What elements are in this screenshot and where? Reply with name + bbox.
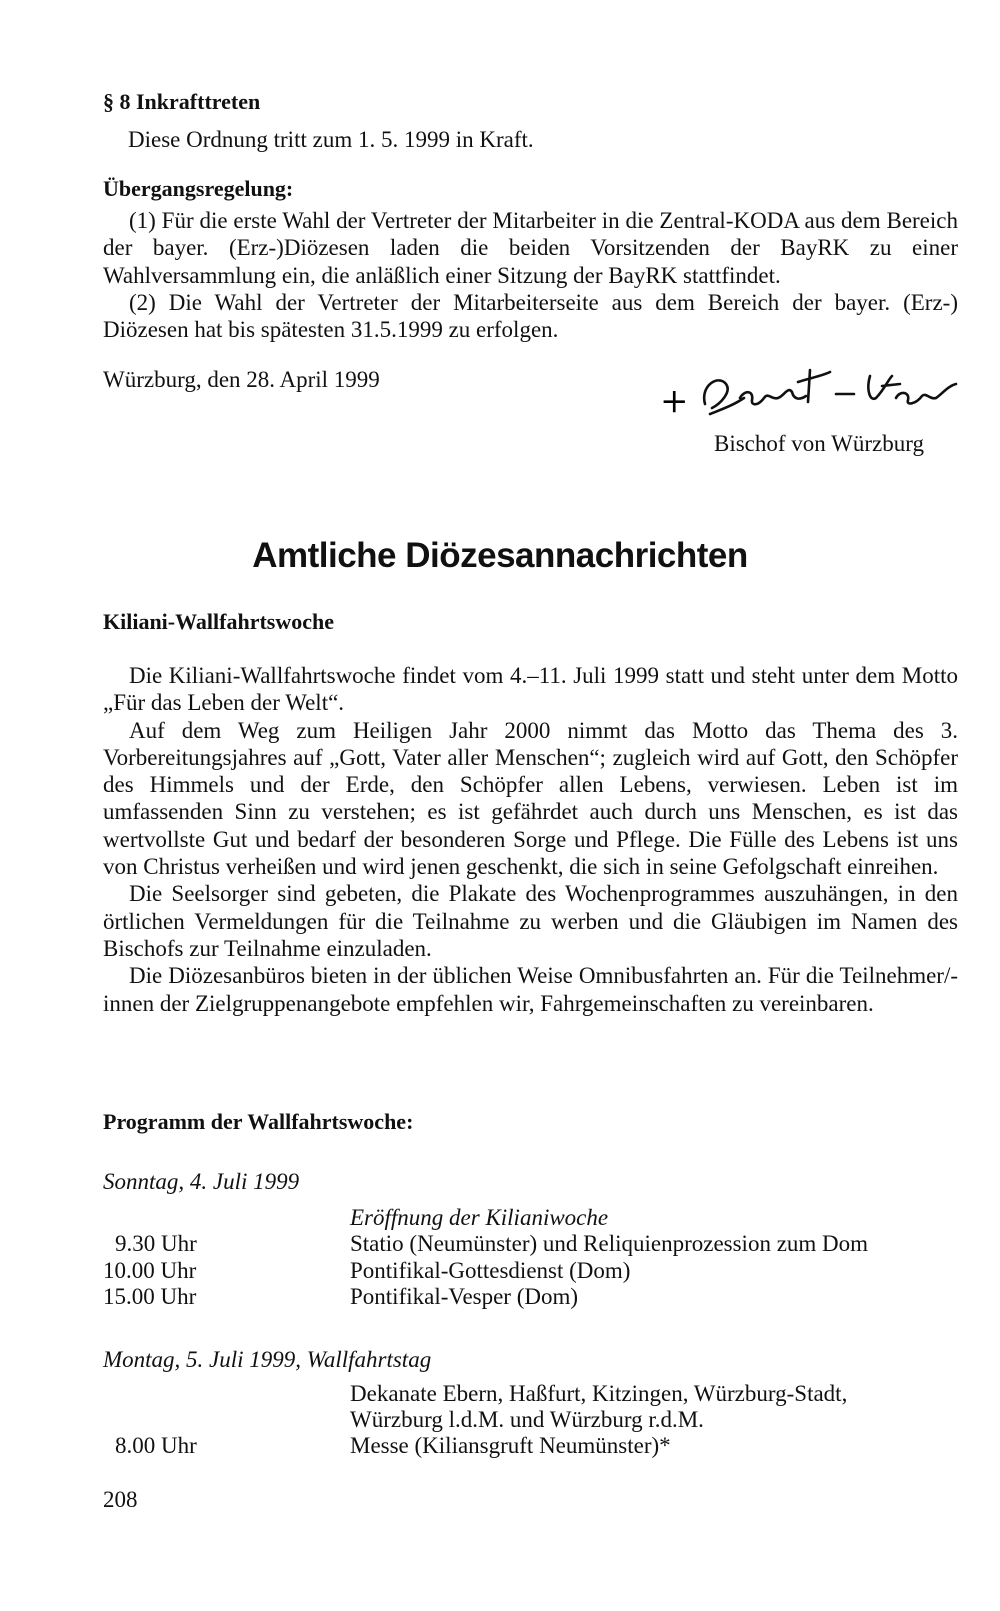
event-text: Pontifikal-Gottesdienst (Dom)	[350, 1258, 631, 1283]
transition-paragraph-1: (1) Für die erste Wahl der Vertreter der Mitarbeiter in die Zentral-KODA aus dem Bereich der bayer. (Erz-)Diözesen laden die beiden Vorsitzenden der BayRK zu einer Wahlversammlung ein, die anläßlich einer Sitzung der BayRK stattfindet.	[103, 208, 958, 288]
day-2-deaneries-line-2: Würzburg l.d.M. und Würzburg r.d.M.	[350, 1407, 704, 1432]
event-time: 8.00 Uhr	[115, 1433, 197, 1458]
event-text: Messe (Kiliansgruft Neumünster)*	[350, 1433, 671, 1458]
kiliani-paragraph: Auf dem Weg zum Heiligen Jahr 2000 nimmt das Motto das Thema des 3. Vorbereitungsjahres auf „Gott, Vater aller Menschen“; zugleich wird auf Gott, den Schöpfer des Himmels und der Erde, den Schöpfer allen Lebens, verwiesen. Leben ist im umfassenden Sinn zu verstehen; es ist gefährdet auch durch uns Menschen, es ist das wertvollste Gut und bedarf der besonderen Sorge und Pflege. Die Fülle des Lebens ist uns von Christus verheißen und wird jenen geschenkt, die sich in seine Gefolgschaft einreihen.	[103, 717, 958, 880]
kiliani-heading: Kiliani-Wallfahrtswoche	[103, 609, 334, 634]
program-heading: Programm der Wallfahrtswoche:	[103, 1109, 414, 1134]
kiliani-paragraph: Die Kiliani-Wallfahrtswoche findet vom 4.–11. Juli 1999 statt und steht unter dem Motto „Für das Leben der Welt“.	[103, 663, 958, 716]
day-2-date: Montag, 5. Juli 1999, Wallfahrtstag	[103, 1347, 432, 1372]
day-1-date: Sonntag, 4. Juli 1999	[103, 1169, 300, 1194]
day-1-subtitle: Eröffnung der Kilianiwoche	[350, 1205, 609, 1230]
section-8-text: Diese Ordnung tritt zum 1. 5. 1999 in Kraft.	[128, 127, 534, 152]
event-time: 9.30 Uhr	[115, 1231, 197, 1256]
page-number: 208	[103, 1487, 138, 1512]
kiliani-paragraph: Die Diözesanbüros bieten in der üblichen Weise Omnibusfahrten an. Für die Teilnehmer/-innen der Zielgruppenangebote empfehlen wir, Fahrgemeinschaften zu vereinbaren.	[103, 963, 958, 1016]
transition-paragraph-2: (2) Die Wahl der Vertreter der Mitarbeiterseite aus dem Bereich der bayer. (Erz-) Diözesen hat bis spätesten 31.5.1999 zu erfolgen.	[103, 289, 958, 343]
section-8-heading: § 8 Inkrafttreten	[103, 89, 261, 114]
signature-place-date: Würzburg, den 28. April 1999	[103, 367, 380, 392]
signature-cross: +	[660, 381, 689, 421]
event-text: Statio (Neumünster) und Reliquienprozession zum Dom	[350, 1231, 869, 1256]
section-title: Amtliche Diözesannachrichten	[252, 536, 748, 575]
signature-title: Bischof von Würzburg	[714, 431, 924, 456]
transition-body	[103, 207, 958, 343]
handwritten-signature	[660, 356, 960, 436]
event-text: Pontifikal-Vesper (Dom)	[350, 1284, 579, 1309]
kiliani-paragraph: Die Seelsorger sind gebeten, die Plakate des Wochenprogrammes auszuhängen, in den örtlichen Vermeldungen für die Teilnahme zu werben und die Gläubigen im Namen des Bischofs zur Teilnahme einzuladen.	[103, 881, 958, 961]
event-time: 15.00 Uhr	[103, 1284, 197, 1309]
day-2-deaneries-line-1: Dekanate Ebern, Haßfurt, Kitzingen, Würzburg-Stadt,	[350, 1381, 848, 1406]
transition-heading: Übergangsregelung:	[103, 176, 294, 201]
event-time: 10.00 Uhr	[103, 1258, 197, 1283]
kiliani-body	[103, 662, 958, 1017]
